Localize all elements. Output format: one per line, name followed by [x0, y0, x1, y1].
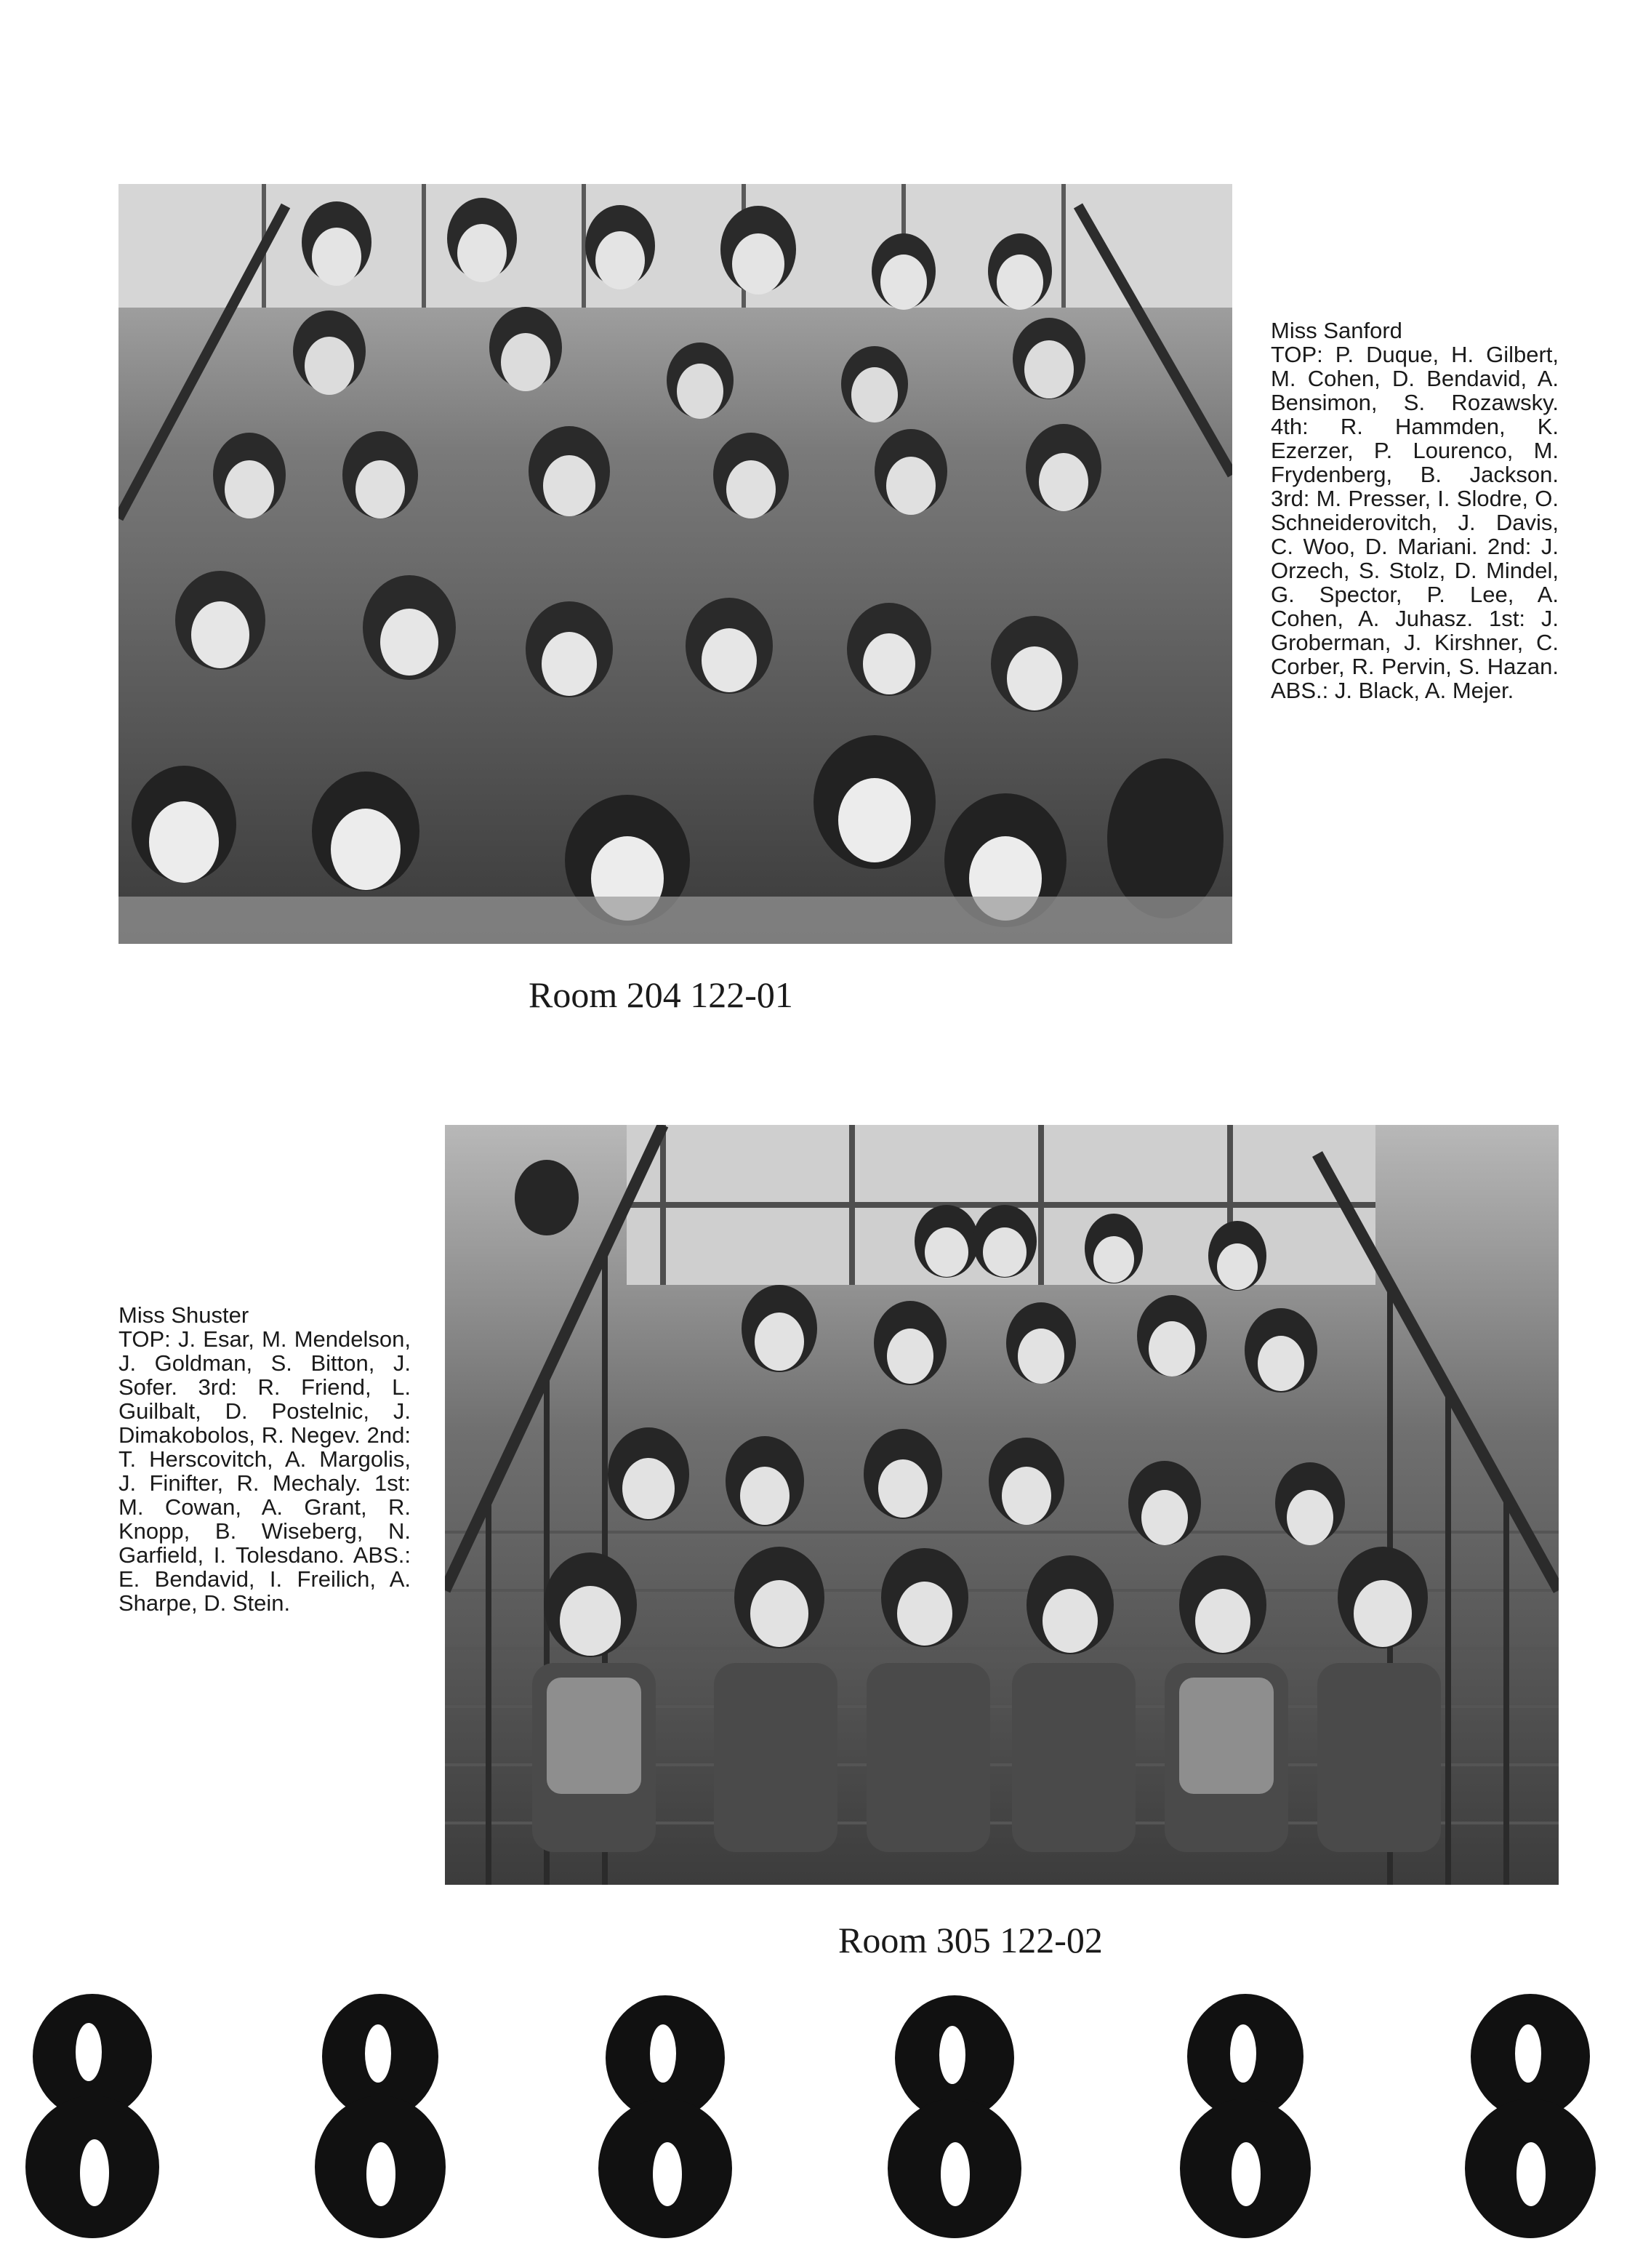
decorative-eight: [885, 1992, 1024, 2240]
student-names: TOP: P. Duque, H. Gilbert, M. Cohen, D. Bendavid, A. Bensimon, S. Rozawsky. 4th: R. Hammden, K. Ezerzer, P. Lourenco, M. Frydenberg, B. Jackson. 3rd: M. Presser, I. Slodre, O. Schneiderovitch, J. Davis, C. Woo, D. Mariani. 2nd: J. Orzech, S. Stolz, D. Mindel, G. Spector, P. Lee, A. Cohen, A. Juhasz. 1st: J. Groberman, J. Kirshner, C. Corber, R. Pervin, S. Hazan. ABS.: J. Black, A. Mejer.: [1271, 342, 1559, 703]
teacher-name: Miss Sanford: [1271, 318, 1402, 343]
decorative-eight: [311, 1992, 449, 2240]
class-photo-room-204: [118, 184, 1232, 944]
teacher-name: Miss Shuster: [118, 1302, 249, 1328]
decorative-eight: [1461, 1992, 1599, 2240]
class-photo-room-305: [445, 1125, 1559, 1885]
class-caption-room-305: [118, 1303, 411, 1615]
room-title: Room 204 122-01: [529, 974, 793, 1015]
class-caption-room-204: [1271, 318, 1559, 702]
decorative-eights-row: [0, 1992, 1643, 2254]
room-title: Room 305 122-02: [838, 1920, 1103, 1960]
decorative-eight: [596, 1992, 734, 2240]
decorative-eight: [23, 1992, 161, 2240]
decorative-eight: [1176, 1992, 1314, 2240]
student-names: TOP: J. Esar, M. Mendelson, J. Goldman, S. Bitton, J. Sofer. 3rd: R. Friend, L. Guilbalt, D. Postelnic, J. Dimakobolos, R. Negev. 2nd: T. Herscovitch, A. Margolis, J. Finifter, R. Mechaly. 1st: M. Cowan, A. Grant, R. Knopp, B. Wiseberg, N. Garfield, I. Tolesdano. ABS.: E. Bendavid, I. Freilich, A. Sharpe, D. Stein.: [118, 1326, 411, 1616]
